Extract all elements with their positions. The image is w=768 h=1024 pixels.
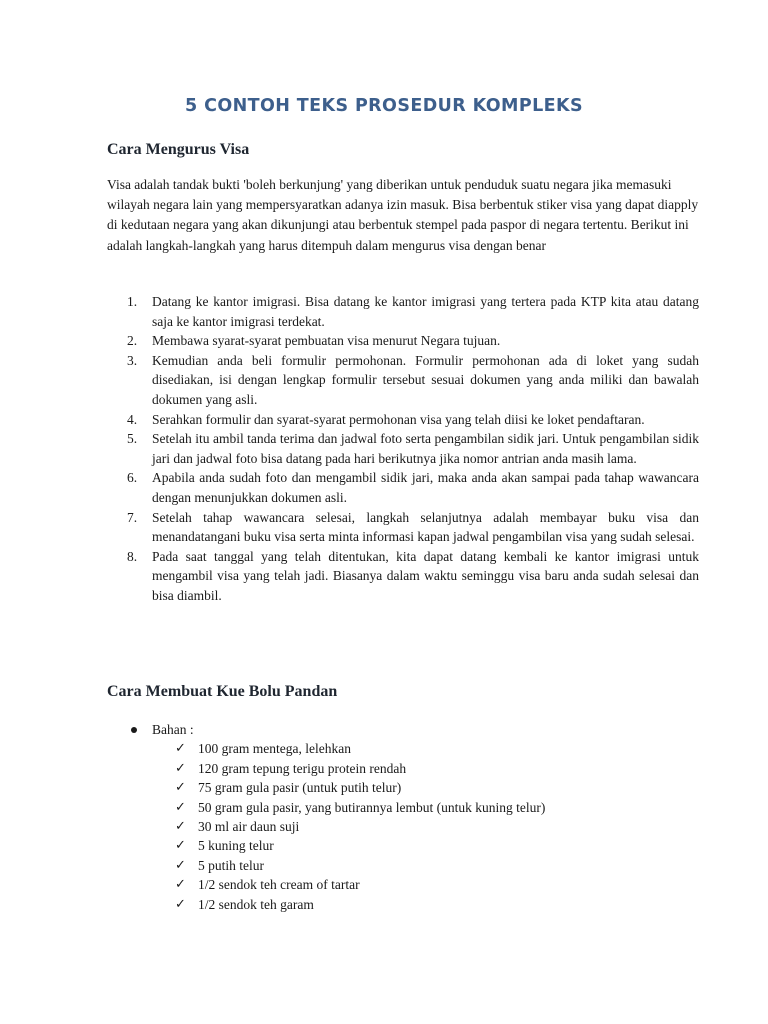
checkmark-icon: ✓: [175, 780, 186, 796]
visa-step-item: [107, 410, 699, 430]
ingredient-text: 75 gram gula pasir (untuk putih telur): [198, 780, 402, 796]
visa-step-item: [107, 429, 699, 468]
step-text: Setelah tahap wawancara selesai, langkah selanjutnya adalah membayar buku visa dan menandatangani buku visa serta minta informasi kapan jadwal pengambilan visa yang sudah selesai.: [152, 509, 699, 545]
ingredient-item: [107, 759, 545, 778]
ingredient-item: [107, 856, 545, 875]
step-text: Datang ke kantor imigrasi. Bisa datang ke kantor imigrasi yang tertera pada KTP kita atau datang saja ke kantor imigrasi terdekat.: [152, 294, 699, 329]
step-text: Membawa syarat-syarat pembuatan visa menurut Negara tujuan.: [152, 333, 501, 349]
step-text: Apabila anda sudah foto dan mengambil sidik jari, maka anda akan sampai pada tahap wawancara dengan menunjukkan dokumen asli.: [152, 470, 699, 505]
step-number: 3.: [127, 352, 138, 368]
visa-step-item: [107, 351, 699, 410]
step-number: 8.: [127, 548, 138, 564]
ingredient-text: 5 putih telur: [198, 857, 264, 873]
checkmark-icon: ✓: [175, 799, 186, 815]
step-text: Serahkan formulir dan syarat-syarat permohonan visa yang telah diisi ke loket pendaftaran.: [152, 411, 645, 427]
step-number: 4.: [127, 411, 138, 427]
ingredient-text: 50 gram gula pasir, yang butirannya lembut (untuk kuning telur): [198, 799, 546, 815]
step-text: Kemudian anda beli formulir permohonan. Formulir permohonan ada di loket yang sudah disediakan, isi dengan lengkap formulir tersebut sesuai dokumen yang anda miliki dan bawalah dokumen yang asli.: [152, 352, 699, 407]
section-heading-visa: Cara Mengurus Visa: [107, 141, 250, 158]
ingredient-text: 1/2 sendok teh cream of tartar: [198, 877, 360, 893]
visa-step-item: [107, 468, 699, 507]
ingredient-item: [107, 817, 545, 836]
visa-step-item: [107, 292, 699, 331]
section-heading-bolu: Cara Membuat Kue Bolu Pandan: [107, 683, 338, 700]
ingredients-list: [107, 739, 545, 914]
visa-steps-list: [107, 292, 699, 606]
step-number: 2.: [127, 333, 138, 349]
ingredient-text: 1/2 sendok teh garam: [198, 896, 314, 912]
ingredient-item: [107, 875, 545, 894]
ingredient-item: [107, 778, 545, 797]
ingredient-item: [107, 836, 545, 855]
step-number: 6.: [127, 470, 138, 486]
page-title: 5 CONTOH TEKS PROSEDUR KOMPLEKS: [185, 96, 583, 116]
bahan-block: [107, 720, 545, 914]
visa-step-item: [107, 331, 699, 351]
visa-intro-paragraph: Visa adalah tandak bukti 'boleh berkunjung' yang diberikan untuk penduduk suatu negara jika memasuki wilayah negara lain yang mempersyaratkan adanya izin masuk. Bisa berbentuk stiker visa yang dapat diapply di kedutaan negara yang akan dikunjungi atau berbentuk stempel pada paspor di negara tertentu. Berikut ini adalah langkah-langkah yang harus ditempuh dalam mengurus visa dengan benar: [107, 177, 699, 253]
ingredient-text: 30 ml air daun suji: [198, 819, 300, 835]
ingredient-text: 120 gram tepung terigu protein rendah: [198, 760, 407, 776]
checkmark-icon: ✓: [175, 838, 186, 854]
checkmark-icon: ✓: [175, 760, 186, 776]
ingredient-text: 100 gram mentega, lelehkan: [198, 741, 351, 757]
ingredient-item: [107, 739, 545, 758]
visa-step-item: [107, 508, 699, 547]
checkmark-icon: ✓: [175, 877, 186, 893]
bahan-bullet: [107, 720, 545, 739]
checkmark-icon: ✓: [175, 896, 186, 912]
checkmark-icon: ✓: [175, 819, 186, 835]
checkmark-icon: ✓: [175, 857, 186, 873]
visa-step-item: [107, 547, 699, 606]
bahan-label: Bahan :: [152, 722, 194, 737]
checkmark-icon: ✓: [175, 741, 186, 757]
step-text: Setelah itu ambil tanda terima dan jadwal foto serta pengambilan sidik jari. Untuk pengambilan sidik jari dan jadwal foto bisa datang pada hari berikutnya jika nomor antrian anda masih lama.: [152, 431, 699, 466]
step-number: 7.: [127, 509, 138, 525]
step-text: Pada saat tanggal yang telah ditentukan, kita dapat datang kembali ke kantor imigrasi untuk mengambil visa yang telah jadi. Biasanya dalam waktu seminggu visa baru anda sudah selesai dan bisa diambil.: [152, 548, 699, 603]
ingredient-item: [107, 895, 545, 914]
ingredient-item: [107, 798, 545, 817]
ingredient-text: 5 kuning telur: [198, 838, 274, 854]
bullet-dot-icon: [131, 727, 137, 733]
step-number: 5.: [127, 431, 138, 447]
step-number: 1.: [127, 294, 138, 309]
